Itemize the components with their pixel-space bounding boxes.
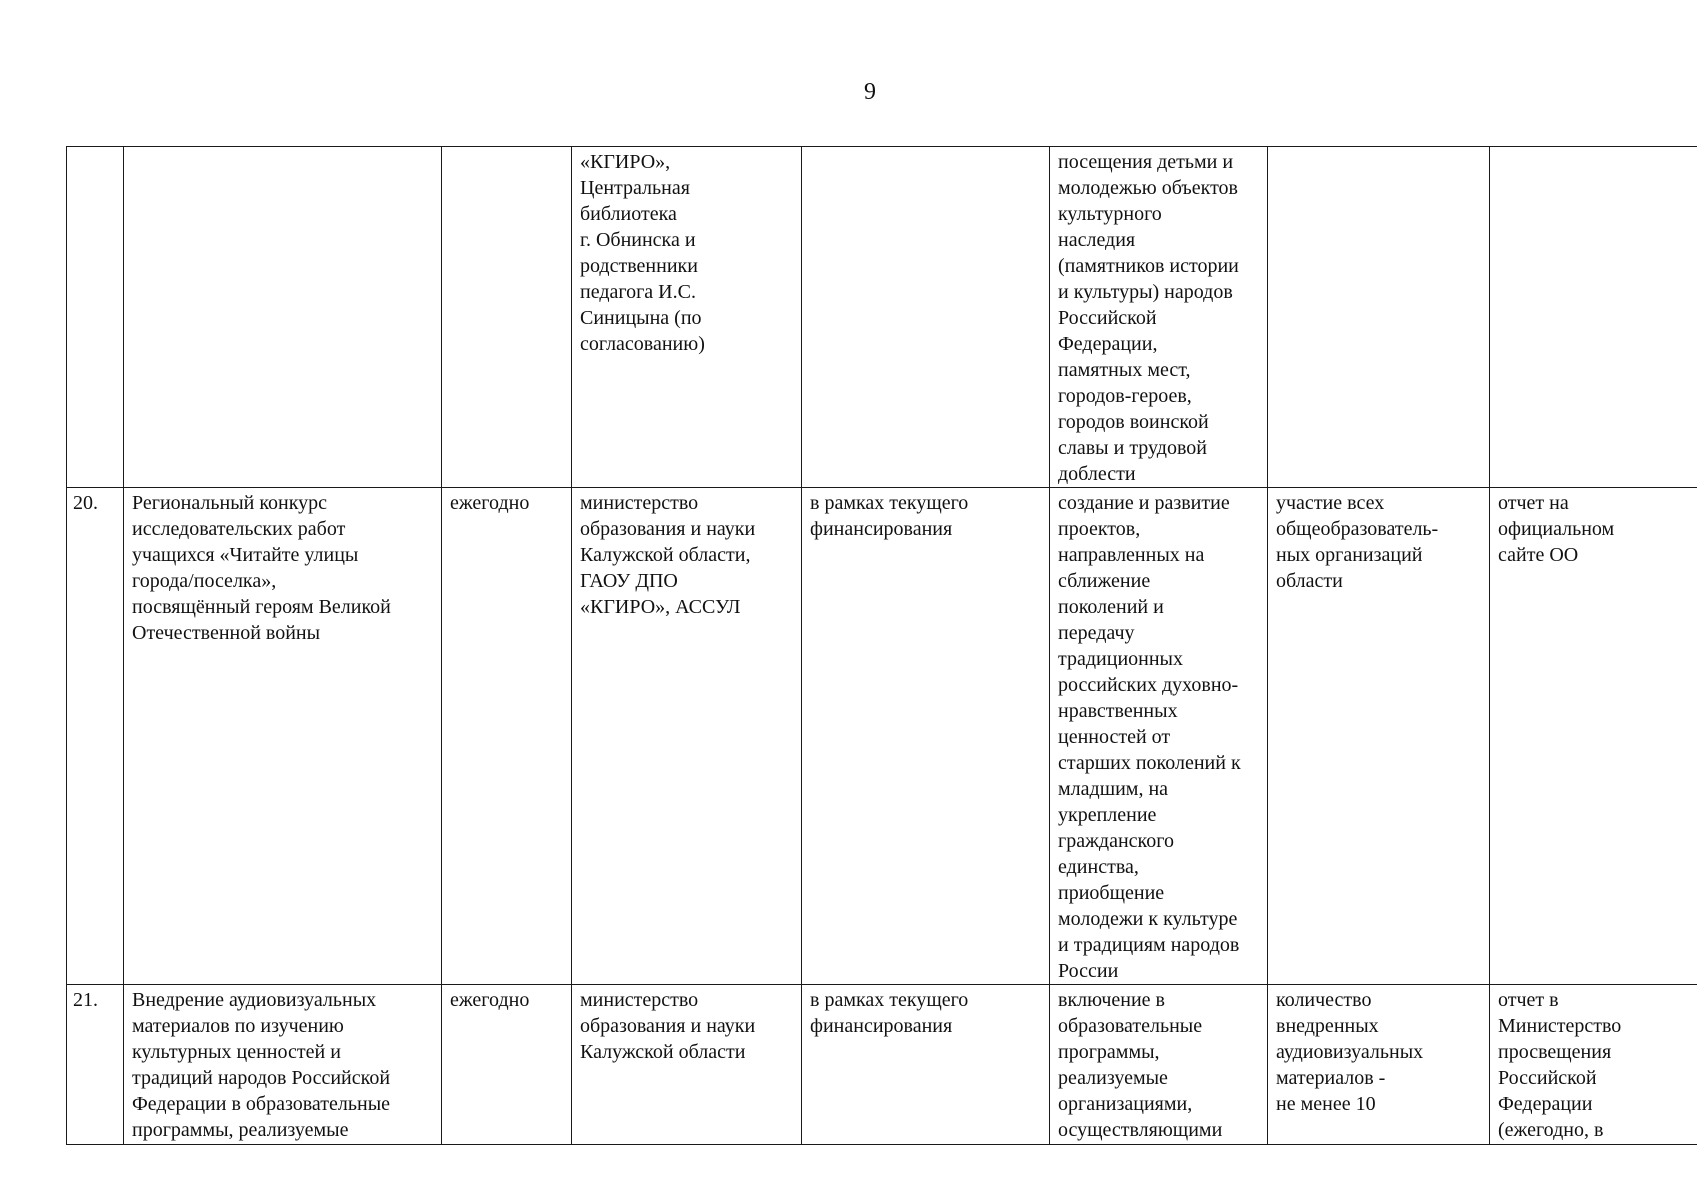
event-text: Внедрение аудиовизуальных материалов по изучению культурных ценностей и традиций народов Российской Федерации в образовательные программы, реализуемые (132, 989, 391, 1141)
financing-cell (802, 147, 1050, 488)
row-number: 20. (73, 492, 98, 514)
financing-cell (802, 985, 1050, 1145)
result-cell (1050, 985, 1268, 1145)
executors-text: министерство образования и науки Калужской области (580, 989, 756, 1063)
financing-cell (802, 488, 1050, 985)
executors-cell (572, 147, 802, 488)
row-number-cell (67, 488, 124, 985)
table-row (67, 985, 1697, 1145)
event-cell (124, 147, 442, 488)
executors-cell (572, 488, 802, 985)
result-text: включение в образовательные программы, реализуемые организациями, осуществляющими (1058, 989, 1223, 1141)
indicator-cell (1268, 985, 1490, 1145)
executors-cell (572, 985, 802, 1145)
indicator-text: количество внедренных аудиовизуальных материалов - не менее 10 (1276, 989, 1424, 1115)
table-row (67, 488, 1697, 985)
result-text: создание и развитие проектов, направленных на сближение поколений и передачу традиционных российских духовно- нравственных ценностей от старших поколений к младшим, на укрепление гражданского единства, приобщение молодежи к культуре и традициям народов России (1058, 492, 1241, 982)
executors-text: министерство образования и науки Калужской области, ГАОУ ДПО «КГИРО», АССУЛ (580, 492, 756, 618)
event-text: Региональный конкурс исследовательских работ учащихся «Читайте улицы города/поселка», посвящённый героям Великой Отечественной войны (132, 492, 391, 644)
result-text: посещения детьми и молодежью объектов культурного наследия (памятников истории и культуры) народов Российской Федерации, памятных мест, городов-героев, городов воинской славы и трудовой доблести (1058, 151, 1239, 485)
report-cell (1490, 488, 1697, 985)
report-cell (1490, 147, 1697, 488)
table-row (67, 147, 1697, 488)
period-cell (442, 147, 572, 488)
financing-text: в рамках текущего финансирования (810, 989, 969, 1037)
financing-text: в рамках текущего финансирования (810, 492, 969, 540)
period-cell (442, 488, 572, 985)
event-cell (124, 488, 442, 985)
event-cell (124, 985, 442, 1145)
result-cell (1050, 488, 1268, 985)
indicator-cell (1268, 147, 1490, 488)
indicator-cell (1268, 488, 1490, 985)
indicator-text: участие всех общеобразователь- ных организаций области (1276, 492, 1439, 592)
result-cell (1050, 147, 1268, 488)
report-cell (1490, 985, 1697, 1145)
period-text: ежегодно (450, 989, 530, 1011)
report-text: отчет на официальном сайте ОО (1498, 492, 1615, 566)
activity-plan-table (66, 146, 1697, 1145)
page-number: 9 (864, 79, 876, 105)
row-number-cell (67, 985, 124, 1145)
period-text: ежегодно (450, 492, 530, 514)
report-text: отчет в Министерство просвещения Российской Федерации (ежегодно, в (1498, 989, 1622, 1141)
row-number-cell (67, 147, 124, 488)
period-cell (442, 985, 572, 1145)
executors-text: «КГИРО», Центральная библиотека г. Обнинска и родственники педагога И.С. Синицына (по согласованию) (580, 151, 705, 355)
row-number: 21. (73, 989, 98, 1011)
